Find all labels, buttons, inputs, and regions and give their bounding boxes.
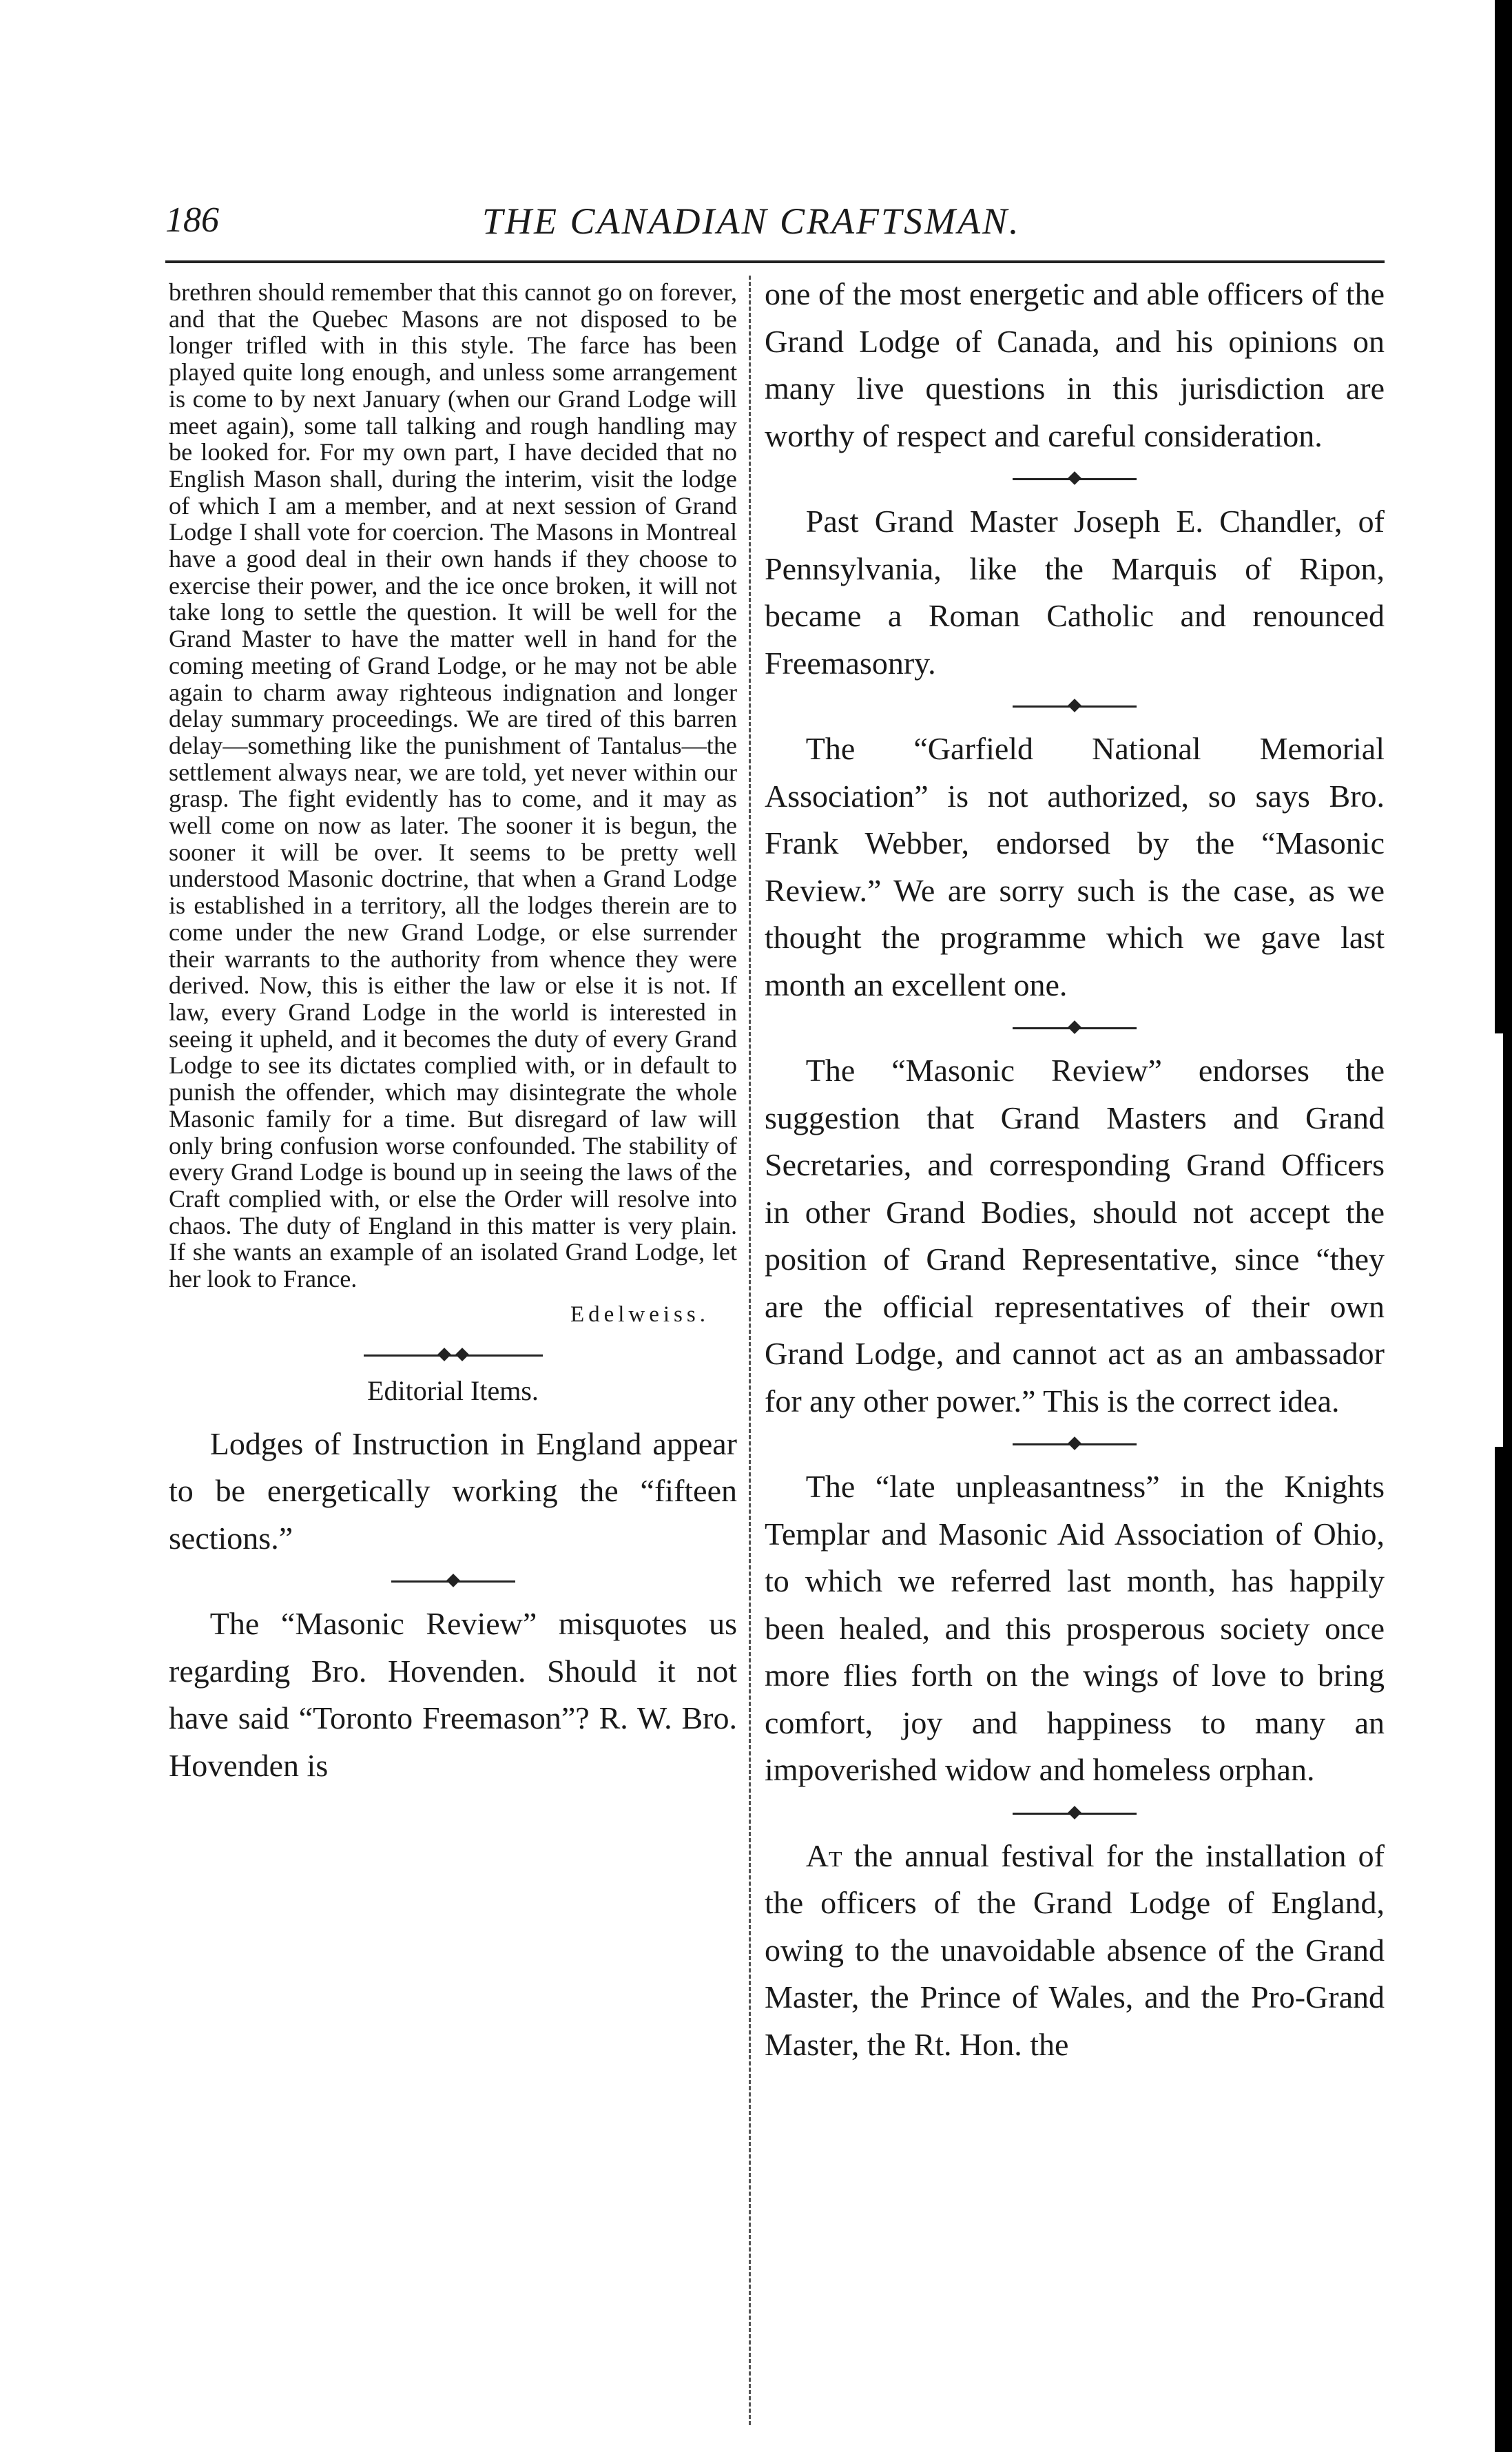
item-divider	[1013, 1020, 1137, 1036]
item-divider	[1013, 1436, 1137, 1452]
editorial-item	[765, 1833, 1385, 2069]
editorial-item: The “Masonic Review” misquotes us regarding Bro. Hovenden. Should it not have said “Toronto Freemason”? R. W. Bro. Hovenden is	[169, 1606, 737, 1783]
left-column	[169, 279, 737, 1789]
running-title: THE CANADIAN CRAFTSMAN.	[482, 200, 1021, 242]
editorial-item: The “Masonic Review” endorses the suggestion that Grand Masters and Grand Secretaries, and corresponding Grand Officers in other Grand Bodies, should not accept the position of Grand Representative, since “they are the official representatives of their own Grand Lodge, and cannot act as an ambassador for any other power.” This is the correct idea.	[765, 1053, 1385, 1419]
lead-in-caps: At	[805, 1837, 842, 1873]
page-number: 186	[165, 200, 219, 240]
right-column	[765, 276, 1385, 2068]
column-divider	[749, 276, 751, 2425]
editorial-item-text: the annual festival for the installation of the officers of the Grand Lodge of England, owing to the unavoidable absence of the Grand Master, the Prince of Wales, and the Pro-Grand Master, the Rt. Hon. the	[765, 1837, 1385, 2062]
editorial-item: Past Grand Master Joseph E. Chandler, of Pennsylvania, like the Marquis of Ripon, became a Roman Catholic and renounced Freemasonry.	[765, 504, 1385, 681]
item-divider	[1013, 1805, 1137, 1822]
editorial-item: Lodges of Instruction in England appear to be energetically working the “fifteen sections.”	[169, 1425, 737, 1556]
editorial-item: The “late unpleasantness” in the Knights Templar and Masonic Aid Association of Ohio, to which we referred last month, has happily been healed, and this prosperous society once more flies forth on the wings of love to bring comfort, joy and happiness to many an impoverished widow and homeless orphan.	[765, 1469, 1385, 1787]
article-continuation: brethren should remember that this cannot go on forever, and that the Quebec Masons are not disposed to be longer trifled with in this style. The farce has been played quite long enough, and unless some arrangement is come to by next January (when our Grand Lodge will meet again), some tall talking and rough handling may be looked for. For my own part, I have decided that no English Mason shall, during the interim, visit the lodge of which I am a member, and at next session of Grand Lodge I shall vote for coercion. The Masons in Montreal have a good deal in their own hands if they choose to exercise their power, and the ice once broken, it will not take long to settle the question. It will be well for the Grand Master to have the matter well in hand for the coming meeting of Grand Lodge, or he may not be able again to charm away righteous indignation and longer delay summary proceedings. We are tired of this barren delay—something like the punishment of Tantalus—the settlement always near, we are told, yet never within our grasp. The fight evidently has to come, and it may as well come on now as later. The sooner it is begun, the sooner it will be over. It seems to be pretty well understood Masonic doctrine, that when a Grand Lodge is established in a territory, all the lodges therein are to come under the new Grand Lodge, or else surrender their warrants to the authority from whence they were derived. Now, this is either the law or else it is not. If law, every Grand Lodge in the world is interested in seeing it upheld, and it becomes the duty of every Grand Lodge to see its dictates complied with, or in default to punish the offender, which may disintegrate the whole Masonic family for a time. But disregard of law will only bring confusion worse confounded. The stability of every Grand Lodge is bound up in seeing the laws of the Craft complied with, or else the Order will resolve into chaos. The duty of England in this matter is very plain. If she wants an example of an isolated Grand Lodge, let her look to France.	[169, 278, 737, 1293]
editorial-item: The “Garfield National Memorial Association” is not authorized, so says Bro. Frank Webber, endorsed by the “Masonic Review.” We are sorry such is the case, as we thought the programme which we gave last month an excellent one.	[765, 731, 1385, 1002]
header-rule	[165, 260, 1385, 263]
editorial-item: one of the most energetic and able officers of the Grand Lodge of Canada, and his opinions on many live questions in this jurisdiction are worthy of respect and careful consideration.	[765, 276, 1385, 453]
item-divider	[391, 1573, 515, 1589]
item-divider	[1013, 698, 1137, 714]
section-divider	[364, 1347, 543, 1363]
scan-edge	[1495, 0, 1512, 2452]
item-divider	[1013, 471, 1137, 487]
page-header	[165, 200, 1385, 255]
section-heading: Editorial Items.	[367, 1374, 539, 1406]
author-signature: Edelweiss.	[570, 1301, 710, 1327]
